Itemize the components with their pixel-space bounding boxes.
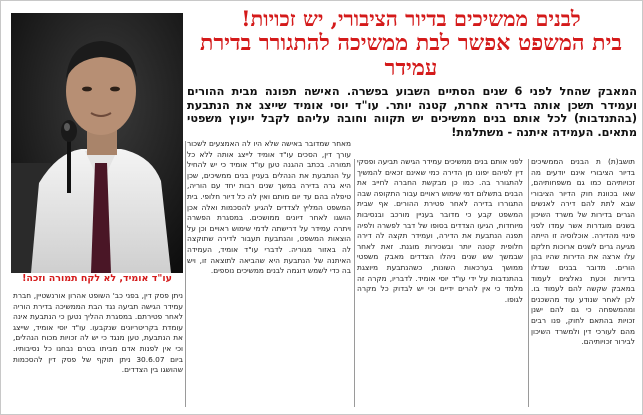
body-column-1-text: תושב(ת) ת הבנים הממשיכים בדיור הציבורי אינם יודעים מה זכויותיהם כמו גם משפחותיהם, שאו בכוונת חוק הדיור הציבורי שבא לתת להם דירה לאנשים הגרים בדירות של משרד השיכון בשנים מוגדרות אשר עמדו לפני פינוי מהדירה. אוכלוסיה זו הייתה מגיעה גרים לשנים ארוכות חלקם עלו ארצה את הדירות שהיו בהן הורים. מדובר בבנים שגדלו בדירות וכעת נאלצים לעמוד במאבק שקשה להם לעמוד בו. לכן לאחר שנודע עוד מהשכנים ומהמשפחה כי גם להם ישנן זכויות בהתאם לחוק, פנו רבים מהם לעורכי דין ולמשרד השיכון לבירור זכויותיהם. — [531, 157, 635, 347]
column-divider — [185, 141, 186, 407]
portrait-image — [11, 13, 183, 273]
column-divider — [528, 159, 529, 407]
lead-text: המאבק שהחל לפני 6 שנים הסתיים השבוע בפשרה. האישה תפונה מבית ההורים ועמידר תשכן אותה בדירה אחרת, קטנה יותר. עו"ד יוסי אומיד שייצג את הנתבעת (בהתנדבות) לכל אותם בנים ממשיכים יש תקווה וחובה עליהם לקבל ייעוץ משפטי מתאים. — [187, 85, 637, 139]
headline-line-1: לבנים ממשיכים בדיור הציבורי, יש זכויות! — [241, 6, 581, 31]
column-divider — [354, 159, 355, 407]
lawyer-photo — [11, 13, 183, 273]
body-column-3-text: מאחר שמדובר באישה שלא היו לה האמצעים לשכור עורך דין, הסכים עו"ד אומיד לייצג אותה ללא כל תמורה. בכתב ההגנה טען עו"ד אומיד כי יש להחיל על הנתבעת את הנהלים בעניין בנים ממשיכים, שכן היא גרה בדירה במשך שנים רבות יחד עם הוריה, טיפלה בהם עד יום מותם ואין לה כל דיור חלופי. בית המשפט המליץ לצדדים להגיע להסכמות ואלה אכן הושגו לאחר דיונים ממושכים. במסגרת הפשרה ויתרה עמידר על דרישתה לדמי שימוש ראויים וכן על הוצאות המשפט, והנתבעת תעבור לדירה שתוקצה לה באזור מגוריה. לדברי עו"ד אומיד, העמידה האיתנה של הנתבעת היא שהביאה לתוצאה זו, ויש בה כדי לשמש דוגמה לבנים ממשיכים נוספים. — [187, 139, 351, 276]
body-column-2 — [357, 157, 523, 409]
body-column-3 — [187, 139, 351, 409]
lead-tail: העמידה איתנה - משתלמת! — [451, 125, 594, 139]
headline — [185, 7, 637, 81]
body-column-2-text: לפני אותם בנים ממשיכים עמידר הגישה תביעה ופסקי דין לפיהם יפונו מן הדירה כמי שאינם זכאים להמשיך להתגורר בה. כמו כן מבקשת החברה לחייב את הבנים בתשלום דמי שימוש ראויים עבור התקופה שבה התגוררו בדירה לאחר פטירת ההורים. אף שבית המשפט קבע כי מדובר בעניין מורכב ובנסיבות מיוחדות, הגיעו הצדדים בסופו של דבר לפשרה ולפיה תפנה הנתבעת את הדירה, ועמידר תקצה לה דירה חלופית קטנה יותר ובשכירות מוגנת. זאת לאחר שבמשך שש שנים ניהלו הצדדים מאבק משפטי ממושך בערכאות השונות, כשהנתבעת מיוצגת בהתנדבות על ידי עו"ד יוסי אומיד. לדבריו, מקרה זה מלמד כי אין להרים ידיים וכי יש לבדוק כל מקרה לגופו. — [357, 157, 523, 304]
body-column-4 — [13, 291, 183, 409]
photo-caption: עו"ד אומיד, לא לקח תמורה וזכה! — [22, 273, 172, 284]
body-column-4-text: ניתן פסק דין, בפני כב' השופט אהרון אורנשטיין, חברת עמידר הגישה תביעה נגד הבת הממשיכה בדירת הוריה לאחר פטירתם. במסגרת ההליך נטען כי הנתבעת אינה עומדת בקריטריונים שנקבעו. עו"ד יוסי אומיד, שייצג את הנתבעת, טען מנגד כי יש לה זכויות מכוח הנהלים, וכי אין לפנות אדם מביתו בטרם נבחנו כל נסיבותיו. ביום 30.6.07 ניתן תוקף של פסק דין להסכמות שהושגו בין הצדדים. — [13, 291, 183, 375]
body-column-1 — [531, 157, 635, 409]
headline-line-2: בית המשפט אפשר לבת ממשיכה להתגורר בדירת עמידר — [200, 29, 622, 82]
lead-paragraph — [187, 85, 637, 139]
